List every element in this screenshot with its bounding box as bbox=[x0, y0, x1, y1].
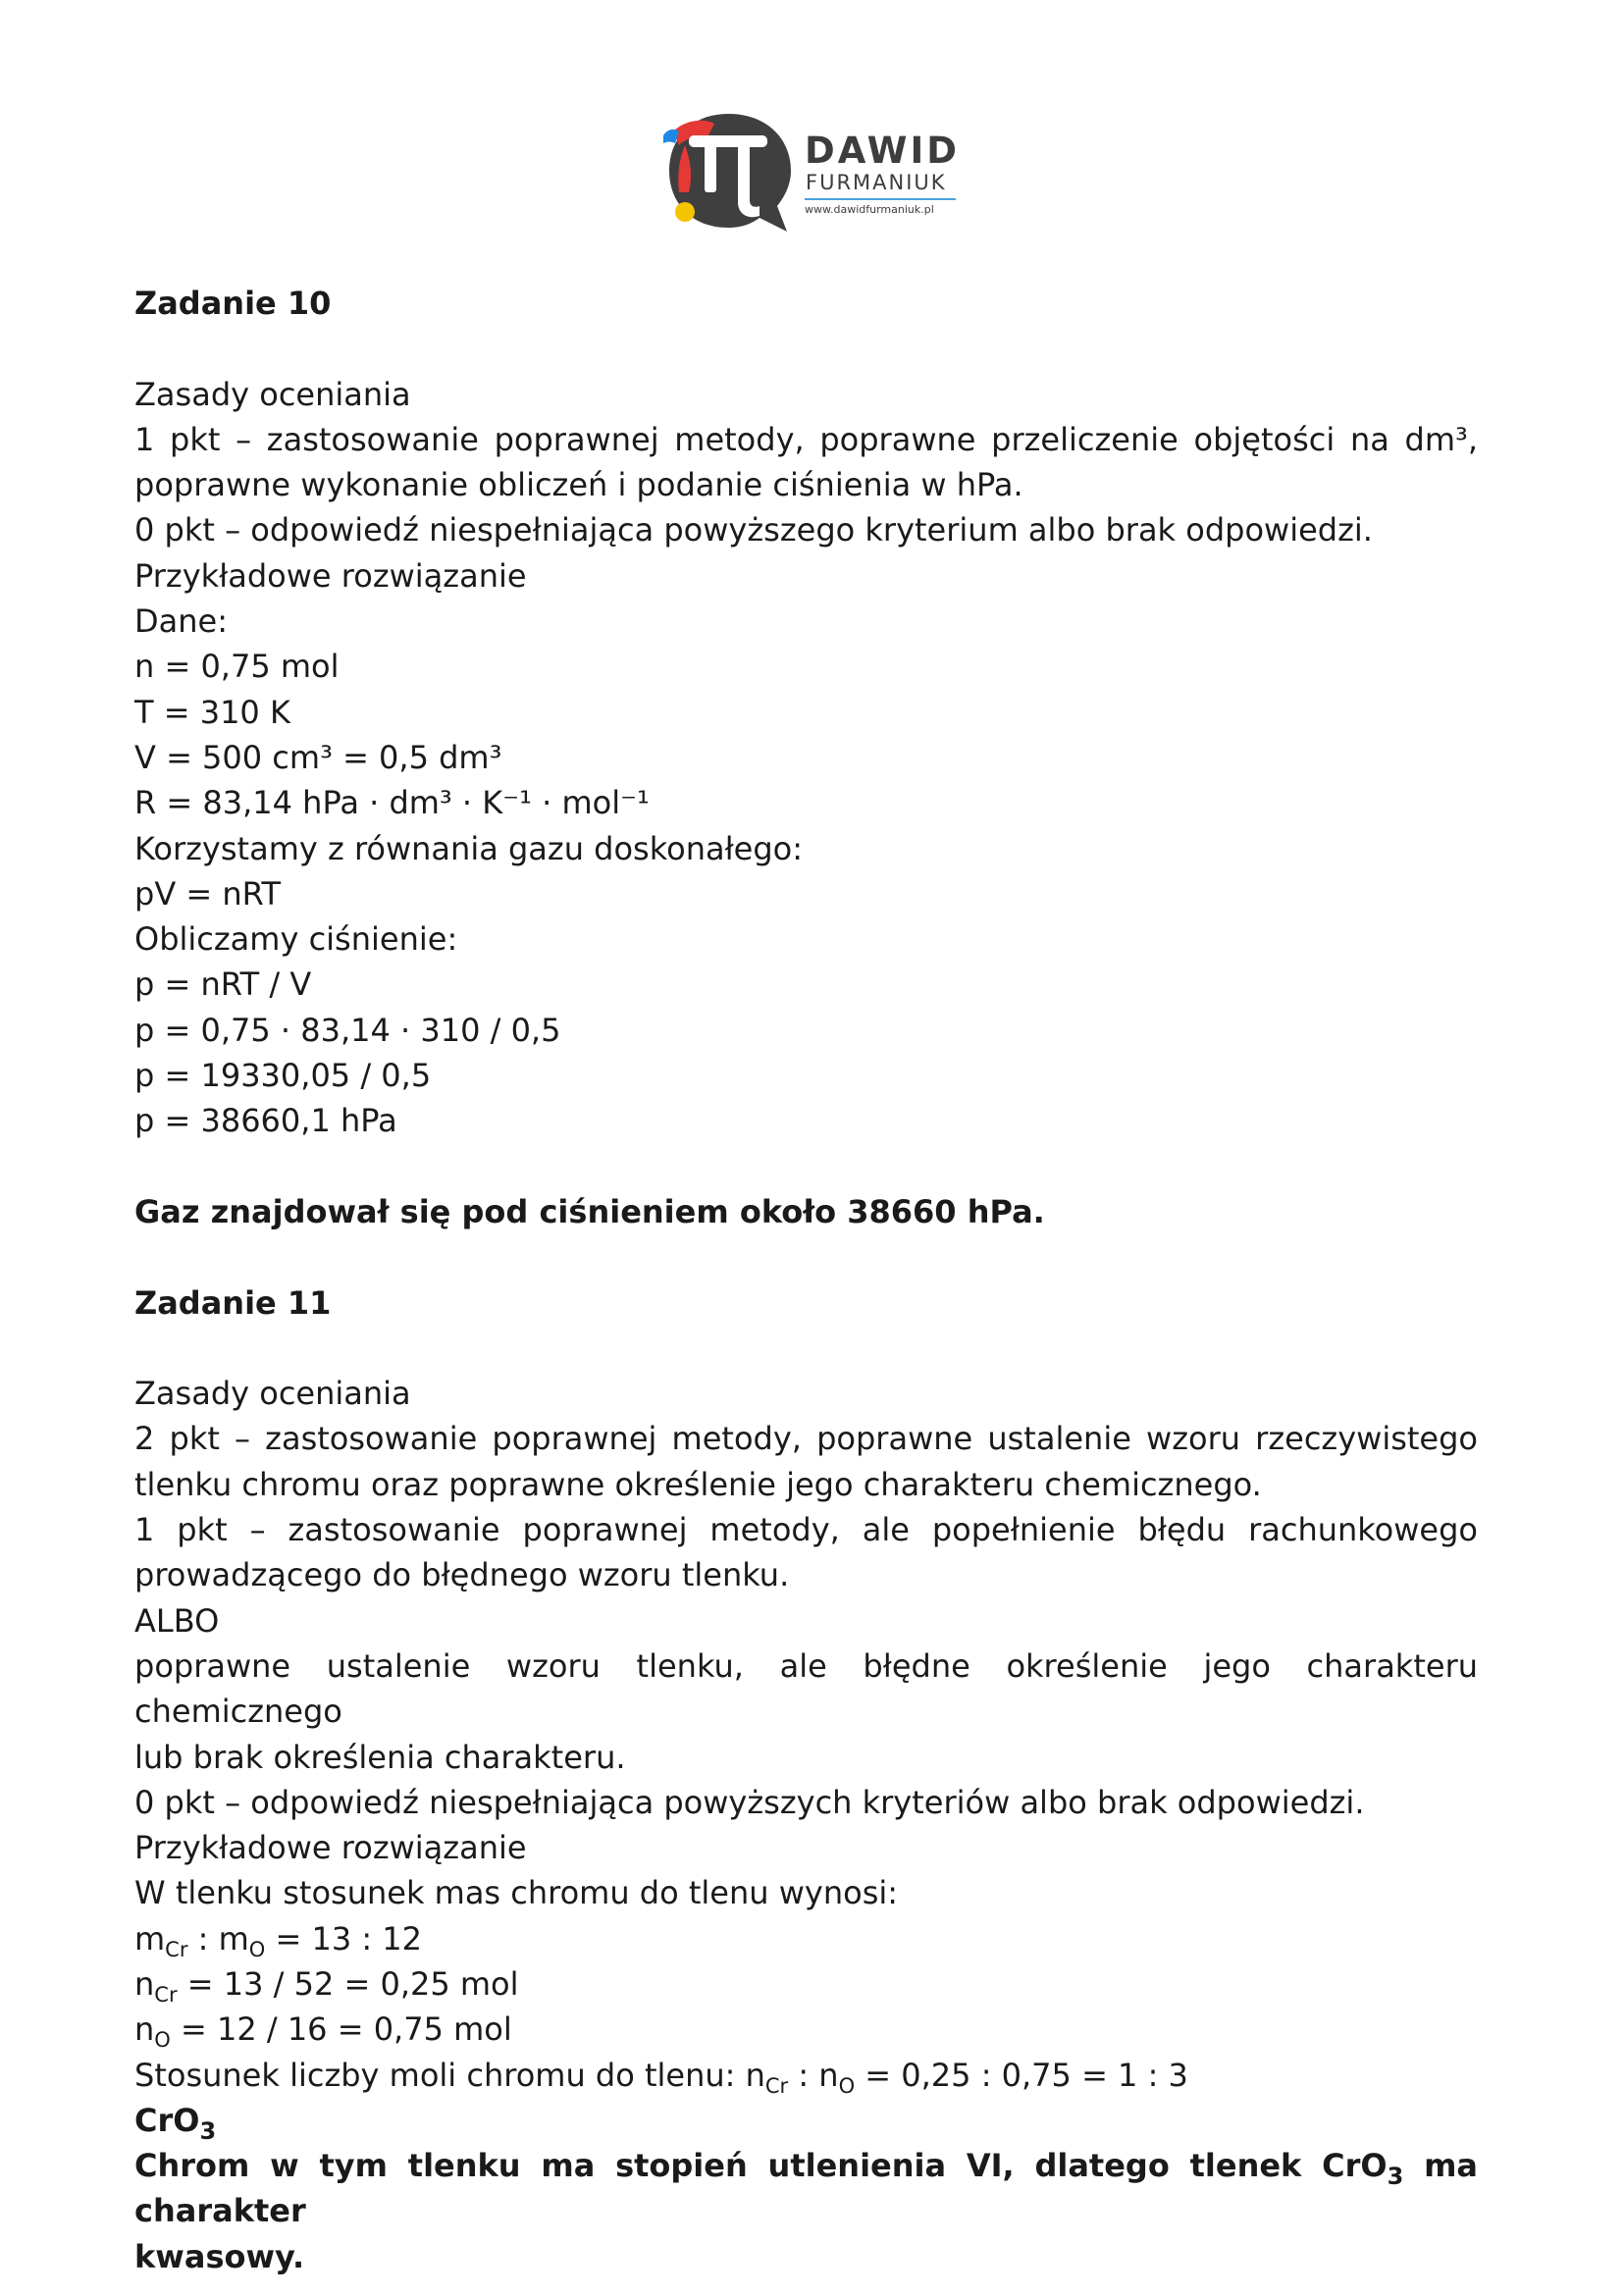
task10-rule1-line1: 1 pkt – zastosowanie poprawnej metody, poprawne przeliczenie objętości na dm³, bbox=[134, 420, 1478, 458]
task10-given: Dane: bbox=[134, 602, 228, 641]
task11-n-cr bbox=[134, 1961, 1478, 2007]
mass-symbol: m bbox=[134, 1919, 166, 1957]
task10-rule0: 0 pkt – odpowiedź niespełniająca powyższego kryterium albo brak odpowiedzi. bbox=[134, 511, 1373, 549]
conclusion-part2: ma charakter bbox=[134, 2147, 1479, 2230]
mole-symbol: n bbox=[134, 1964, 155, 2003]
task11-n-o bbox=[134, 2007, 1478, 2052]
mass-ratio-value: = 13 : 12 bbox=[265, 1919, 423, 1957]
task11-title: Zadanie 11 bbox=[134, 1283, 332, 1322]
logo-text-block bbox=[805, 131, 960, 218]
task10-calc-intro: Obliczamy ciśnienie: bbox=[134, 920, 458, 959]
formula-base: CrO bbox=[134, 2101, 200, 2139]
task10-p4: p = 38660,1 hPa bbox=[134, 1102, 397, 1140]
task11-rule1b-line2: lub brak określenia charakteru. bbox=[134, 1738, 626, 1776]
task10-answer: Gaz znajdował się pod ciśnieniem około 38660 hPa. bbox=[134, 1192, 1045, 1230]
pi-top-bar bbox=[689, 135, 767, 147]
subscript-o: O bbox=[248, 1937, 266, 1961]
task11-mol-ratio bbox=[134, 2053, 1478, 2098]
formula-subscript: 3 bbox=[1387, 2163, 1404, 2191]
task10-equation-intro: Korzystamy z równania gazu doskonałego: bbox=[134, 829, 804, 867]
task11-rule0: 0 pkt – odpowiedź niespełniająca powyższych kryteriów albo brak odpowiedzi. bbox=[134, 1783, 1365, 1821]
task10-R: R = 83,14 hPa · dm³ · K⁻¹ · mol⁻¹ bbox=[134, 784, 650, 822]
logo-divider bbox=[805, 198, 956, 200]
spacer bbox=[134, 1234, 1478, 1279]
n-cr-value: = 13 / 52 = 0,25 mol bbox=[177, 1964, 519, 2003]
formula-subscript: 3 bbox=[199, 2116, 217, 2145]
subscript-cr: Cr bbox=[764, 2073, 789, 2098]
task11-rule1-line1: 1 pkt – zastosowanie poprawnej metody, ale popełnienie błędu rachunkowego bbox=[134, 1511, 1478, 1549]
conclusion-part1: Chrom w tym tlenku ma stopień utlenienia VI, dlatego tlenek CrO bbox=[134, 2147, 1388, 2185]
task10-p3: p = 19330,05 / 0,5 bbox=[134, 1057, 432, 1095]
task11-albo: ALBO bbox=[134, 1601, 220, 1640]
n-o-value: = 12 / 16 = 0,75 mol bbox=[170, 2010, 512, 2049]
task10-rule1-line2: poprawne wykonanie obliczeń i podanie ciśnienia w hPa. bbox=[134, 466, 1023, 504]
subscript-o: O bbox=[154, 2028, 171, 2053]
task11-rule1-line2: prowadzącego do błędnego wzoru tlenku. bbox=[134, 1556, 790, 1594]
mass-separator: : m bbox=[187, 1919, 249, 1957]
task10-rules-heading: Zasady oceniania bbox=[134, 375, 411, 413]
task11-ratio-intro: W tlenku stosunek mas chromu do tlenu wynosi: bbox=[134, 1874, 899, 1912]
logo-url: www.dawidfurmaniuk.pl bbox=[805, 203, 934, 216]
task11-mass-ratio bbox=[134, 1916, 1478, 1961]
document-body bbox=[134, 281, 1478, 2279]
subscript-cr: Cr bbox=[154, 1982, 178, 2007]
logo bbox=[655, 110, 969, 237]
mole-symbol: n bbox=[134, 2010, 155, 2049]
task11-conclusion-line2: kwasowy. bbox=[134, 2237, 305, 2275]
logo-name: DAWID bbox=[805, 130, 960, 172]
task11-rules-heading: Zasady oceniania bbox=[134, 1375, 411, 1413]
task11-conclusion-line1 bbox=[134, 2143, 1478, 2234]
mol-separator: : n bbox=[788, 2056, 839, 2094]
task10-p2: p = 0,75 · 83,14 · 310 / 0,5 bbox=[134, 1011, 561, 1049]
pi-bubble-icon bbox=[655, 110, 803, 237]
pi-left-leg bbox=[705, 143, 716, 192]
task10-V: V = 500 cm³ = 0,5 dm³ bbox=[134, 738, 502, 776]
subscript-o: O bbox=[838, 2073, 856, 2098]
task10-example-heading: Przykładowe rozwiązanie bbox=[134, 556, 527, 595]
task10-equation: pV = nRT bbox=[134, 874, 282, 913]
subscript-cr: Cr bbox=[165, 1937, 188, 1961]
task11-formula bbox=[134, 2098, 1478, 2143]
logo-surname: FURMANIUK bbox=[806, 171, 947, 194]
task11-example-heading: Przykładowe rozwiązanie bbox=[134, 1829, 527, 1867]
task10-title: Zadanie 10 bbox=[134, 285, 332, 322]
task10-T: T = 310 K bbox=[134, 693, 290, 731]
spacer bbox=[134, 1326, 1478, 1371]
task11-rule1b-line1: poprawne ustalenie wzoru tlenku, ale błędne określenie jego charakteru chemicznego bbox=[134, 1646, 1478, 1731]
spacer bbox=[134, 326, 1478, 371]
task10-n: n = 0,75 mol bbox=[134, 648, 340, 686]
yellow-drop-shape bbox=[675, 202, 695, 222]
task11-rule2-line1: 2 pkt – zastosowanie poprawnej metody, poprawne ustalenie wzoru rzeczywistego bbox=[134, 1420, 1478, 1458]
mol-ratio-value: = 0,25 : 0,75 = 1 : 3 bbox=[855, 2056, 1188, 2094]
task10-p1: p = nRT / V bbox=[134, 965, 312, 1004]
mol-ratio-prefix: Stosunek liczby moli chromu do tlenu: n bbox=[134, 2056, 765, 2094]
spacer bbox=[134, 1144, 1478, 1189]
task11-rule2-line2: tlenku chromu oraz poprawne określenie jego charakteru chemicznego. bbox=[134, 1465, 1262, 1503]
